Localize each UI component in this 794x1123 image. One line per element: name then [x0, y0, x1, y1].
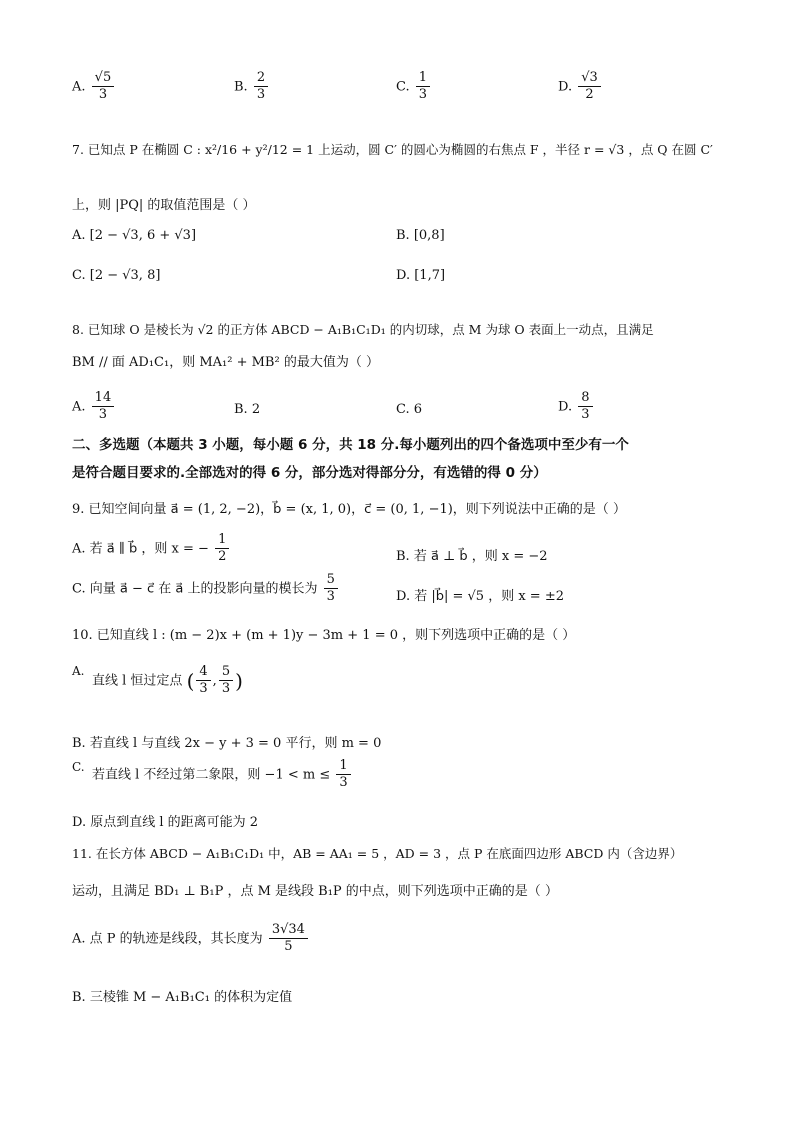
denominator: 3 [326, 589, 335, 605]
numerator: 1 [416, 70, 430, 87]
denominator: 5 [284, 939, 293, 955]
option-text: A. 若 a⃗ ∥ b⃗ ，则 x = − [72, 541, 209, 557]
paren-close: ) [235, 668, 243, 693]
fraction [254, 70, 268, 104]
q6-option-c [396, 70, 432, 104]
fraction [578, 390, 592, 424]
q9-stem: 9. 已知空间向量 a⃗ = (1, 2, −2)，b⃗ = (x, 1, 0)，c⃗ = (0, 1, −1)，则下列说法中正确的是（ ） [72, 502, 626, 517]
q6-option-d [558, 70, 603, 104]
denominator: 3 [418, 87, 428, 103]
option-label: A. [72, 79, 86, 95]
q8-option-c: C. 6 [396, 402, 423, 417]
numerator: 3√34 [269, 922, 308, 939]
denominator: 3 [199, 681, 208, 697]
fraction [269, 922, 308, 956]
q7-option-b: B. [0,8] [396, 228, 445, 243]
option-text: 若直线 l 不经过第二象限，则 −1 < m ≤ [92, 767, 331, 783]
q9-option-d: D. 若 |b⃗| = √5 ，则 x = ±2 [396, 589, 564, 604]
denominator: 3 [221, 681, 231, 697]
option-label: B. [234, 79, 248, 95]
q7-option-d: D. [1,7] [396, 268, 446, 283]
denominator: 2 [585, 87, 594, 103]
q6-option-a [72, 70, 116, 104]
q7-stem-line2: 上，则 |PQ| 的取值范围是（ ） [72, 198, 256, 213]
option-label: C. [396, 79, 410, 95]
numerator: 5 [219, 664, 233, 681]
q8-stem-line1: 8. 已知球 O 是棱长为 √2 的正方体 ABCD − A₁B₁C₁D₁ 的内切球，点 M 为球 O 表面上一动点，且满足 [72, 322, 654, 337]
denominator: 3 [581, 407, 590, 423]
option-label: A. [72, 399, 86, 415]
q10-option-d: D. 原点到直线 l 的距离可能为 2 [72, 815, 259, 830]
q9-option-a [72, 532, 231, 566]
q11-option-b: B. 三棱锥 M − A₁B₁C₁ 的体积为定值 [72, 990, 293, 1005]
numerator: 5 [324, 572, 338, 589]
fraction [416, 70, 430, 104]
fraction [219, 664, 233, 698]
section-heading-line2: 是符合题目要求的.全部选对的得 6 分，部分选对得部分分，有选错的得 0 分） [72, 465, 547, 481]
numerator: √3 [578, 70, 601, 87]
paren-open: ( [186, 668, 195, 693]
numerator: 2 [254, 70, 268, 87]
q10-stem: 10. 已知直线 l : (m − 2)x + (m + 1)y − 3m + 1 = 0 ，则下列选项中正确的是（ ） [72, 628, 576, 643]
q8-option-a [72, 390, 116, 424]
q10-option-c [92, 758, 353, 792]
q10-option-a-label: A. [72, 664, 85, 678]
denominator: 2 [218, 549, 227, 565]
numerator: 1 [215, 532, 229, 549]
fraction [578, 70, 601, 104]
q7-stem-line1: 7. 已知点 P 在椭圆 C : x²/16 + y²/12 = 1 上运动，圆 C′ 的圆心为椭圆的右焦点 F ，半径 r = √3 ，点 Q 在圆 C′ [72, 142, 713, 157]
fraction [92, 70, 115, 104]
fraction [215, 532, 229, 566]
q11-stem-line2: 运动，且满足 BD₁ ⊥ B₁P ，点 M 是线段 B₁P 的中点，则下列选项中正确的是（ ） [72, 884, 558, 899]
denominator: 3 [98, 87, 108, 103]
fraction [324, 572, 338, 606]
denominator: 3 [339, 775, 348, 791]
q10-option-a: 直线 l 恒过定点 ( $\frac{4}{3}$ , $\frac{5}{3}$ ) [92, 664, 243, 697]
q7-option-a: A. [2 − √3, 6 + √3] [72, 228, 197, 243]
numerator: 4 [196, 664, 210, 681]
q10-option-c-label: C. [72, 760, 85, 774]
denominator: 3 [256, 87, 266, 103]
numerator: √5 [92, 70, 115, 87]
numerator: 1 [336, 758, 350, 775]
fraction [336, 758, 350, 792]
q10-option-b: B. 若直线 l 与直线 2x − y + 3 = 0 平行，则 m = 0 [72, 736, 382, 751]
option-label: D. [558, 399, 573, 415]
q8-option-b: B. 2 [234, 402, 261, 417]
q8-option-d [558, 390, 595, 424]
option-text: 直线 l 恒过定点 [92, 673, 183, 689]
section-heading-line1: 二、多选题（本题共 3 小题，每小题 6 分，共 18 分.每小题列出的四个备选项中至少有一个 [72, 437, 629, 453]
q6-option-b [234, 70, 270, 104]
q11-option-a [72, 922, 310, 956]
denominator: 3 [98, 407, 108, 423]
fraction [196, 664, 210, 698]
q7-option-c: C. [2 − √3, 8] [72, 268, 161, 283]
numerator: 14 [92, 390, 115, 407]
q9-option-c [72, 572, 340, 606]
fraction [92, 390, 115, 424]
option-text: C. 向量 a⃗ − c⃗ 在 a⃗ 上的投影向量的模长为 [72, 581, 318, 597]
numerator: 8 [578, 390, 592, 407]
option-label: D. [558, 79, 573, 95]
q8-stem-line2: BM // 面 AD₁C₁，则 MA₁² + MB² 的最大值为（ ） [72, 355, 379, 370]
q9-option-b: B. 若 a⃗ ⊥ b⃗ ，则 x = −2 [396, 549, 548, 564]
q11-stem-line1: 11. 在长方体 ABCD − A₁B₁C₁D₁ 中，AB = AA₁ = 5 ，AD = 3 ，点 P 在底面四边形 ABCD 内（含边界） [72, 846, 683, 861]
option-text: A. 点 P 的轨迹是线段，其长度为 [72, 931, 263, 947]
